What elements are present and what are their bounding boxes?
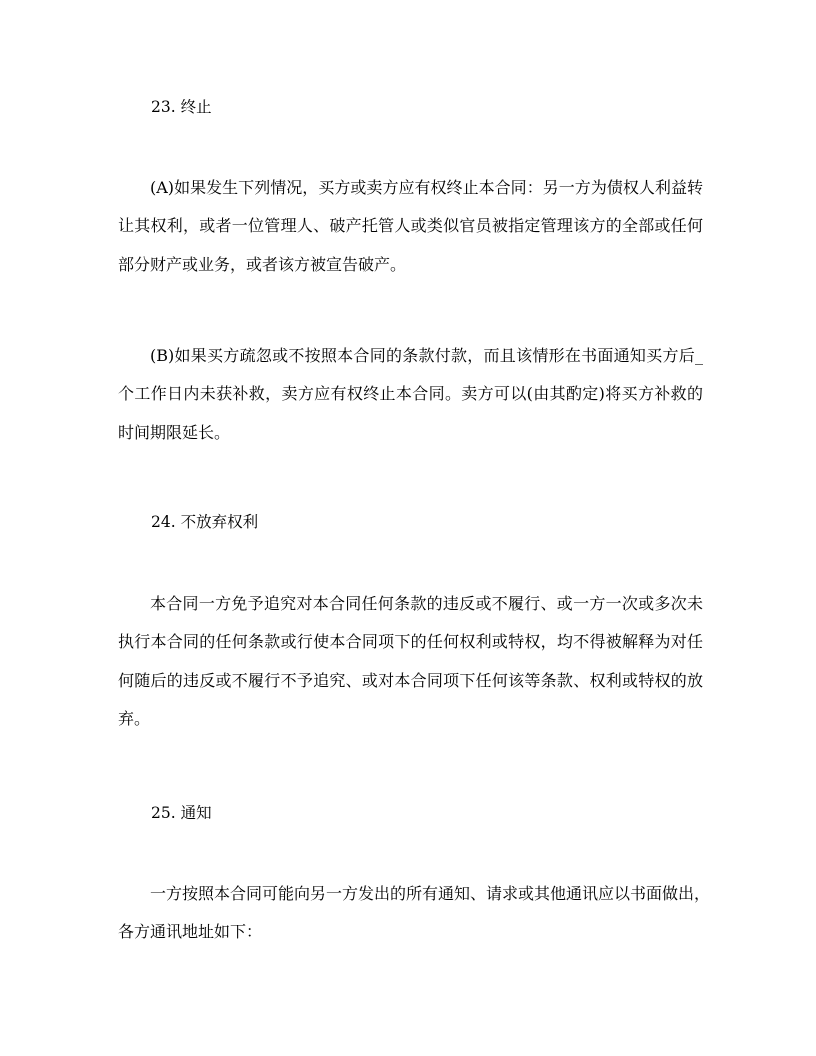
paragraph-line: 时间期限延长。	[118, 422, 231, 442]
section-23-paragraph-b	[118, 337, 703, 452]
paragraph-line: 个工作日内未获补救，卖方应有权终止本合同。卖方可以(由其酌定)将买方补救的	[118, 384, 703, 404]
paragraph-line: 执行本合同的任何条款或行使本合同项下的任何权利或特权，均不得被解释为对任	[118, 632, 703, 652]
paragraph-line: (A)如果发生下列情况，买方或卖方应有权终止本合同：另一方为债权人利益转	[150, 178, 703, 197]
section-25-heading: 25. 通知	[151, 804, 212, 822]
section-24-paragraph	[118, 585, 703, 739]
paragraph-line: (B)如果买方疏忽或不按照本合同的条款付款，而且该情形在书面通知买方后_	[150, 346, 703, 365]
section-25-paragraph	[118, 875, 711, 952]
paragraph-line: 一方按照本合同可能向另一方发出的所有通知、请求或其他通讯应以书面做出，	[150, 884, 711, 903]
paragraph-line: 各方通讯地址如下：	[118, 922, 263, 942]
paragraph-line: 何随后的违反或不履行不予追究、或对本合同项下任何该等条款、权利或特权的放	[118, 670, 703, 690]
section-23-paragraph-a	[118, 169, 703, 284]
paragraph-line: 弃。	[118, 709, 151, 729]
section-24-heading: 24. 不放弃权利	[151, 513, 259, 531]
paragraph-line: 部分财产或业务，或者该方被宣告破产。	[118, 254, 407, 274]
section-23-heading: 23. 终止	[151, 98, 212, 116]
paragraph-line: 让其权利，或者一位管理人、破产托管人或类似官员被指定管理该方的全部或任何	[118, 216, 703, 236]
paragraph-line: 本合同一方免予追究对本合同任何条款的违反或不履行、或一方一次或多次未	[150, 594, 703, 613]
